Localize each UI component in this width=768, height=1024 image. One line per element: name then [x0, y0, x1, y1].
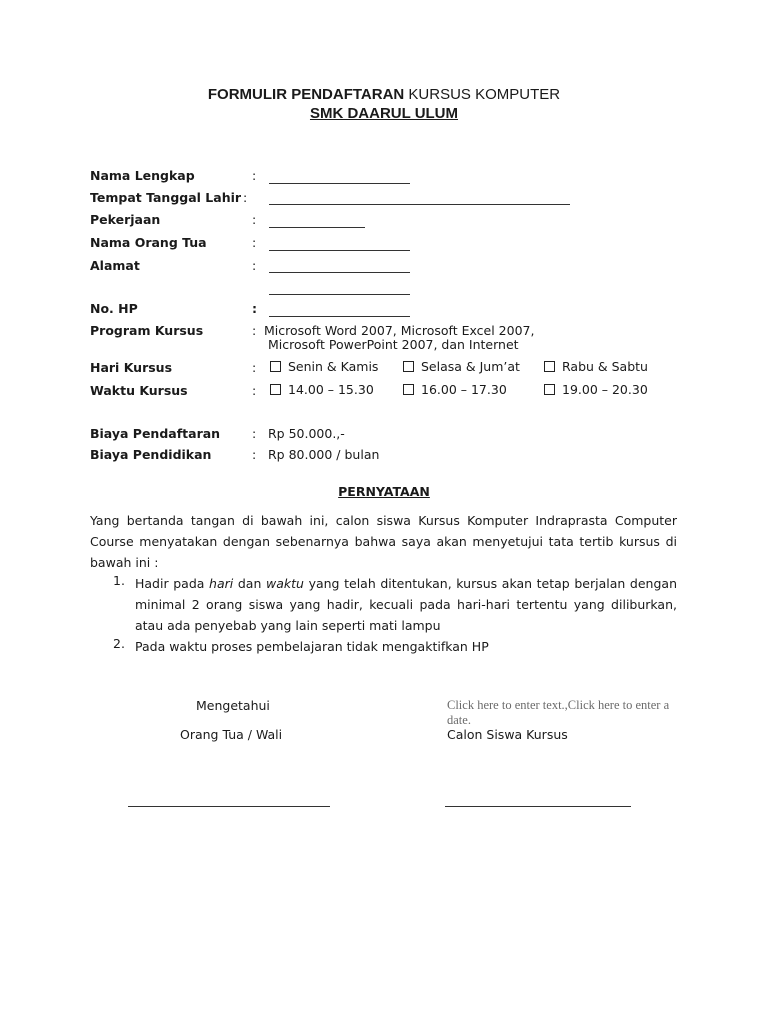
form-title-rest: KURSUS KOMPUTER [404, 86, 561, 103]
option-label: Selasa & Jum’at [421, 359, 520, 374]
program-kursus-line2: Microsoft PowerPoint 2007, dan Internet [268, 337, 519, 352]
checkbox-waktu-1[interactable] [270, 382, 374, 397]
label-pekerjaan: Pekerjaan [90, 212, 161, 227]
date-placeholder-field[interactable]: Click here to enter text.,Click here to enter a date. [447, 698, 670, 727]
checkbox-icon [403, 361, 414, 372]
label-nama-orang-tua: Nama Orang Tua [90, 235, 207, 250]
option-label: Senin & Kamis [288, 359, 379, 374]
text-segment: dan [233, 576, 266, 591]
nama-lengkap-field[interactable] [269, 183, 410, 184]
text-segment: yang telah ditentukan, kursus akan tetap berjalan dengan minimal 2 orang siswa yang hadir, kecuali pada hari-hari tertentu yang diliburkan, atau ada penyebab yang lain seperti mati lampu [135, 576, 677, 633]
signature-line-wali[interactable] [128, 806, 330, 807]
label-alamat: Alamat [90, 258, 140, 273]
nama-orang-tua-field[interactable] [269, 250, 410, 251]
option-label: 16.00 – 17.30 [421, 382, 507, 397]
option-label: 19.00 – 20.30 [562, 382, 648, 397]
colon: : [252, 235, 257, 250]
tempat-tanggal-lahir-field[interactable] [269, 204, 570, 205]
colon: : [252, 360, 257, 375]
text-italic-waktu: waktu [266, 576, 304, 591]
label-nama-lengkap: Nama Lengkap [90, 168, 195, 183]
colon: : [252, 426, 257, 441]
option-label: Rabu & Sabtu [562, 359, 648, 374]
label-program-kursus: Program Kursus [90, 323, 204, 338]
form-title-bold: FORMULIR PENDAFTARAN [207, 86, 405, 103]
label-biaya-pendidikan: Biaya Pendidikan [90, 447, 212, 462]
colon: : [252, 323, 257, 338]
school-name: SMK DAARUL ULUM [309, 105, 459, 122]
colon: : [252, 168, 257, 183]
biaya-pendaftaran-value: Rp 50.000.,- [268, 426, 345, 441]
checkbox-icon [544, 384, 555, 395]
option-label: 14.00 – 15.30 [288, 382, 374, 397]
colon: : [252, 258, 257, 273]
list-number: 1. [113, 573, 125, 588]
checkbox-senin-kamis[interactable] [270, 359, 378, 374]
colon: : [252, 301, 257, 316]
label-hari-kursus: Hari Kursus [90, 360, 173, 375]
mengetahui-label: Mengetahui [196, 698, 270, 713]
label-waktu-kursus: Waktu Kursus [90, 383, 188, 398]
no-hp-field[interactable] [269, 316, 410, 317]
label-biaya-pendaftaran: Biaya Pendaftaran [90, 426, 221, 441]
form-title [0, 86, 768, 103]
signature-line-siswa[interactable] [445, 806, 631, 807]
colon: : [252, 447, 257, 462]
label-no-hp: No. HP [90, 301, 138, 316]
list-number: 2. [113, 636, 125, 651]
checkbox-icon [270, 384, 281, 395]
statement-item-2: Pada waktu proses pembelajaran tidak mengaktifkan HP [135, 639, 489, 654]
alamat-field-line1[interactable] [269, 272, 410, 273]
pekerjaan-field[interactable] [269, 227, 365, 228]
text-italic-hari: hari [209, 576, 234, 591]
colon: : [243, 190, 248, 205]
colon: : [252, 383, 257, 398]
label-tempat-tanggal-lahir: Tempat Tanggal Lahir [90, 190, 242, 205]
program-kursus-line1: Microsoft Word 2007, Microsoft Excel 2007, [264, 323, 535, 338]
checkbox-icon [270, 361, 281, 372]
checkbox-selasa-jumat[interactable] [403, 359, 520, 374]
checkbox-icon [403, 384, 414, 395]
statement-intro: Yang bertanda tangan di bawah ini, calon siswa Kursus Komputer Indraprasta Computer Course menyatakan dengan sebenarnya bahwa saya akan menyetujui tata tertib kursus di bawah ini : [90, 513, 677, 570]
orang-tua-wali-label: Orang Tua / Wali [180, 727, 283, 742]
alamat-field-line2[interactable] [269, 294, 410, 295]
checkbox-icon [544, 361, 555, 372]
calon-siswa-label: Calon Siswa Kursus [447, 727, 568, 742]
checkbox-waktu-3[interactable] [544, 382, 648, 397]
checkbox-rabu-sabtu[interactable] [544, 359, 648, 374]
text-segment: Hadir pada [135, 576, 210, 591]
biaya-pendidikan-value: Rp 80.000 / bulan [268, 447, 380, 462]
statement-heading: PERNYATAAN [338, 484, 430, 499]
statement-item-1 [135, 573, 677, 636]
checkbox-waktu-2[interactable] [403, 382, 507, 397]
colon: : [252, 212, 257, 227]
